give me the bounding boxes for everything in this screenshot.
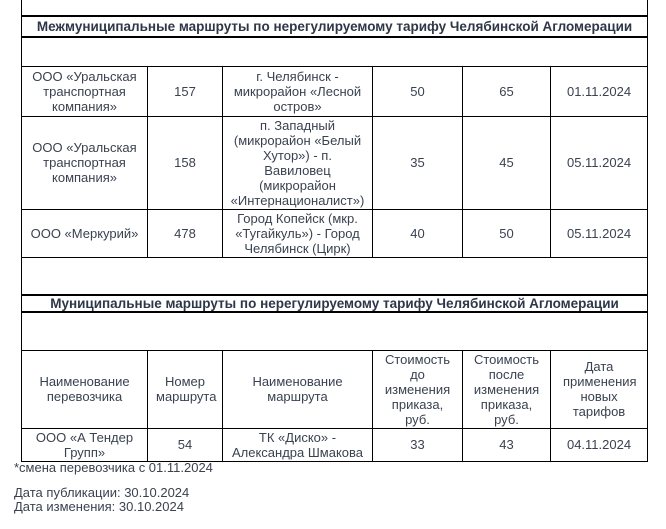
cut-off-top-row — [22, 0, 648, 16]
column-header-row — [22, 350, 648, 428]
column-header-date: Дата применения новых тарифов — [551, 350, 648, 428]
empty-cell — [22, 312, 648, 350]
column-header-price-after: Стоимость после изменения приказа, руб. — [463, 350, 551, 428]
carrier-change-footnote: *смена перевозчика с 01.11.2024 — [14, 460, 213, 475]
route-number-cell: 157 — [148, 66, 223, 116]
route-name-cell: Город Копейск (мкр. «Тугайкуль») - Город Челябинск (Цирк) — [223, 209, 373, 257]
route-name-cell: г. Челябинск - микрорайон «Лесной остров» — [223, 66, 373, 116]
route-number-cell: 54 — [148, 428, 223, 461]
route-name-cell: ТК «Диско» - Александра Шмакова — [223, 428, 373, 461]
date-cell: 05.11.2024 — [551, 116, 648, 209]
empty-cell — [22, 0, 648, 16]
price-after-cell: 65 — [463, 66, 551, 116]
price-before-cell: 35 — [373, 116, 463, 209]
column-header-carrier: Наименование перевозчика — [22, 350, 148, 428]
table-row — [22, 428, 648, 461]
date-cell: 04.11.2024 — [551, 428, 648, 461]
section-municipal-title-row — [22, 295, 648, 312]
date-cell: 01.11.2024 — [551, 66, 648, 116]
date-cell: 05.11.2024 — [551, 209, 648, 257]
spacer-row — [22, 312, 648, 350]
table-row — [22, 209, 648, 257]
publication-date: Дата публикации: 30.10.2024 — [14, 485, 190, 500]
tariff-table — [21, 0, 648, 462]
price-before-cell: 33 — [373, 428, 463, 461]
route-name-cell: п. Западный (микрорайон «Белый Хутор») - п. Вавиловец (микрорайон «Интернационалист») — [223, 116, 373, 209]
empty-cell — [22, 37, 648, 66]
carrier-cell: ООО «Уральская транспортная компания» — [22, 116, 148, 209]
spacer-row — [22, 257, 648, 295]
section-title-municipal: Муниципальные маршруты по нерегулируемому тарифу Челябинской Агломерации — [22, 295, 648, 312]
section-intermunicipal-title-row — [22, 16, 648, 37]
price-after-cell: 43 — [463, 428, 551, 461]
carrier-cell: ООО «А Тендер Групп» — [22, 428, 148, 461]
spacer-row — [22, 37, 648, 66]
price-before-cell: 40 — [373, 209, 463, 257]
section-title-intermunicipal: Межмуниципальные маршруты по нерегулируемому тарифу Челябинской Агломерации — [22, 16, 648, 37]
empty-cell — [22, 257, 648, 295]
column-header-route-name: Наименование маршрута — [223, 350, 373, 428]
carrier-cell: ООО «Уральская транспортная компания» — [22, 66, 148, 116]
price-after-cell: 45 — [463, 116, 551, 209]
price-before-cell: 50 — [373, 66, 463, 116]
table-row — [22, 116, 648, 209]
column-header-route-number: Номер маршрута — [148, 350, 223, 428]
modified-date: Дата изменения: 30.10.2024 — [14, 499, 184, 514]
route-number-cell: 478 — [148, 209, 223, 257]
column-header-price-before: Стоимость до изменения приказа, руб. — [373, 350, 463, 428]
table-row — [22, 66, 648, 116]
route-number-cell: 158 — [148, 116, 223, 209]
carrier-cell: ООО «Меркурий» — [22, 209, 148, 257]
price-after-cell: 50 — [463, 209, 551, 257]
